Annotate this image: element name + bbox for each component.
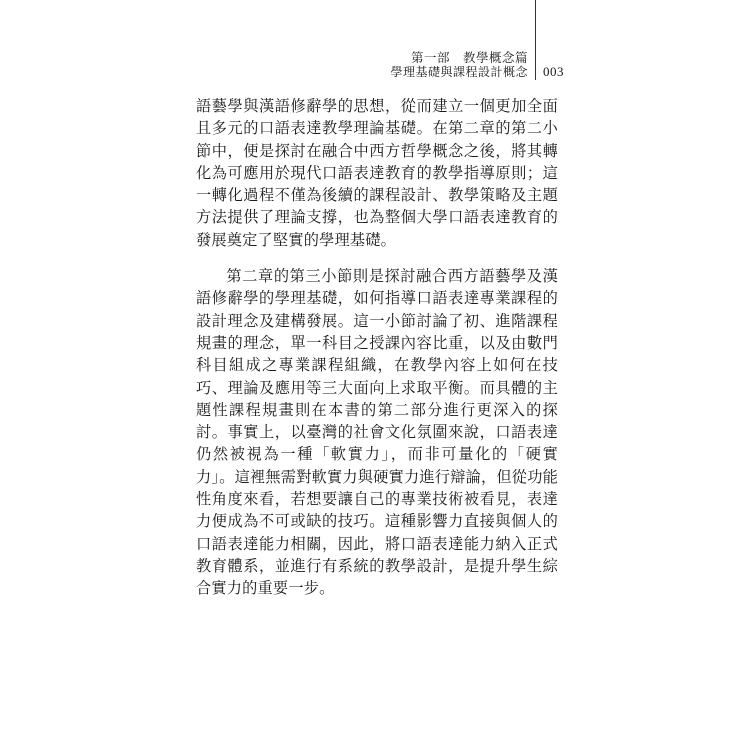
header-part-title: 第一部 教學概念篇 [410,50,528,65]
header-chapter-subtitle: 學理基礎與課程設計概念 [390,65,528,79]
page-number: 003 [543,64,564,79]
paragraph-2: 第二章的第三小節則是探討融合西方語藝學及漢語修辭學的學理基礎，如何指導口語表達專業課程的設計理念及建構發展。這一小節討論了初、進階課程規畫的理念，單一科目之授課內容比重，以及由數門科目組成之專業課程組織，在教學內容上如何在技巧、理論及應用等三大面向上求取平衡。而具體的主題性課程規畫則在本書的第二部分進行更深入的探討。事實上，以臺灣的社會文化氛圍來說，口語表達仍然被視為一種「軟實力」，而非可量化的「硬實力」。這裡無需對軟實力與硬實力進行辯論，但從功能性角度來看，若想要讓自己的專業技術被看見，表達力便成為不可或缺的技巧。這種影響力直接與個人的口語表達能力相關，因此，將口語表達能力納入正式教育體系，並進行有系統的教學設計，是提升學生綜合實力的重要一步。 [196,267,558,598]
body-text [196,95,558,600]
paragraph-1: 語藝學與漢語修辭學的思想，從而建立一個更加全面且多元的口語表達教學理論基礎。在第二章的第二小節中，便是探討在融合中西方哲學概念之後，將其轉化為可應用於現代口語表達教育的教學指導原則；這一轉化過程不僅為後續的課程設計、教學策略及主題方法提供了理論支撐，也為整個大學口語表達教育的發展奠定了堅實的學理基礎。 [196,97,558,249]
header-vertical-rule [535,0,536,80]
running-header [390,50,528,80]
